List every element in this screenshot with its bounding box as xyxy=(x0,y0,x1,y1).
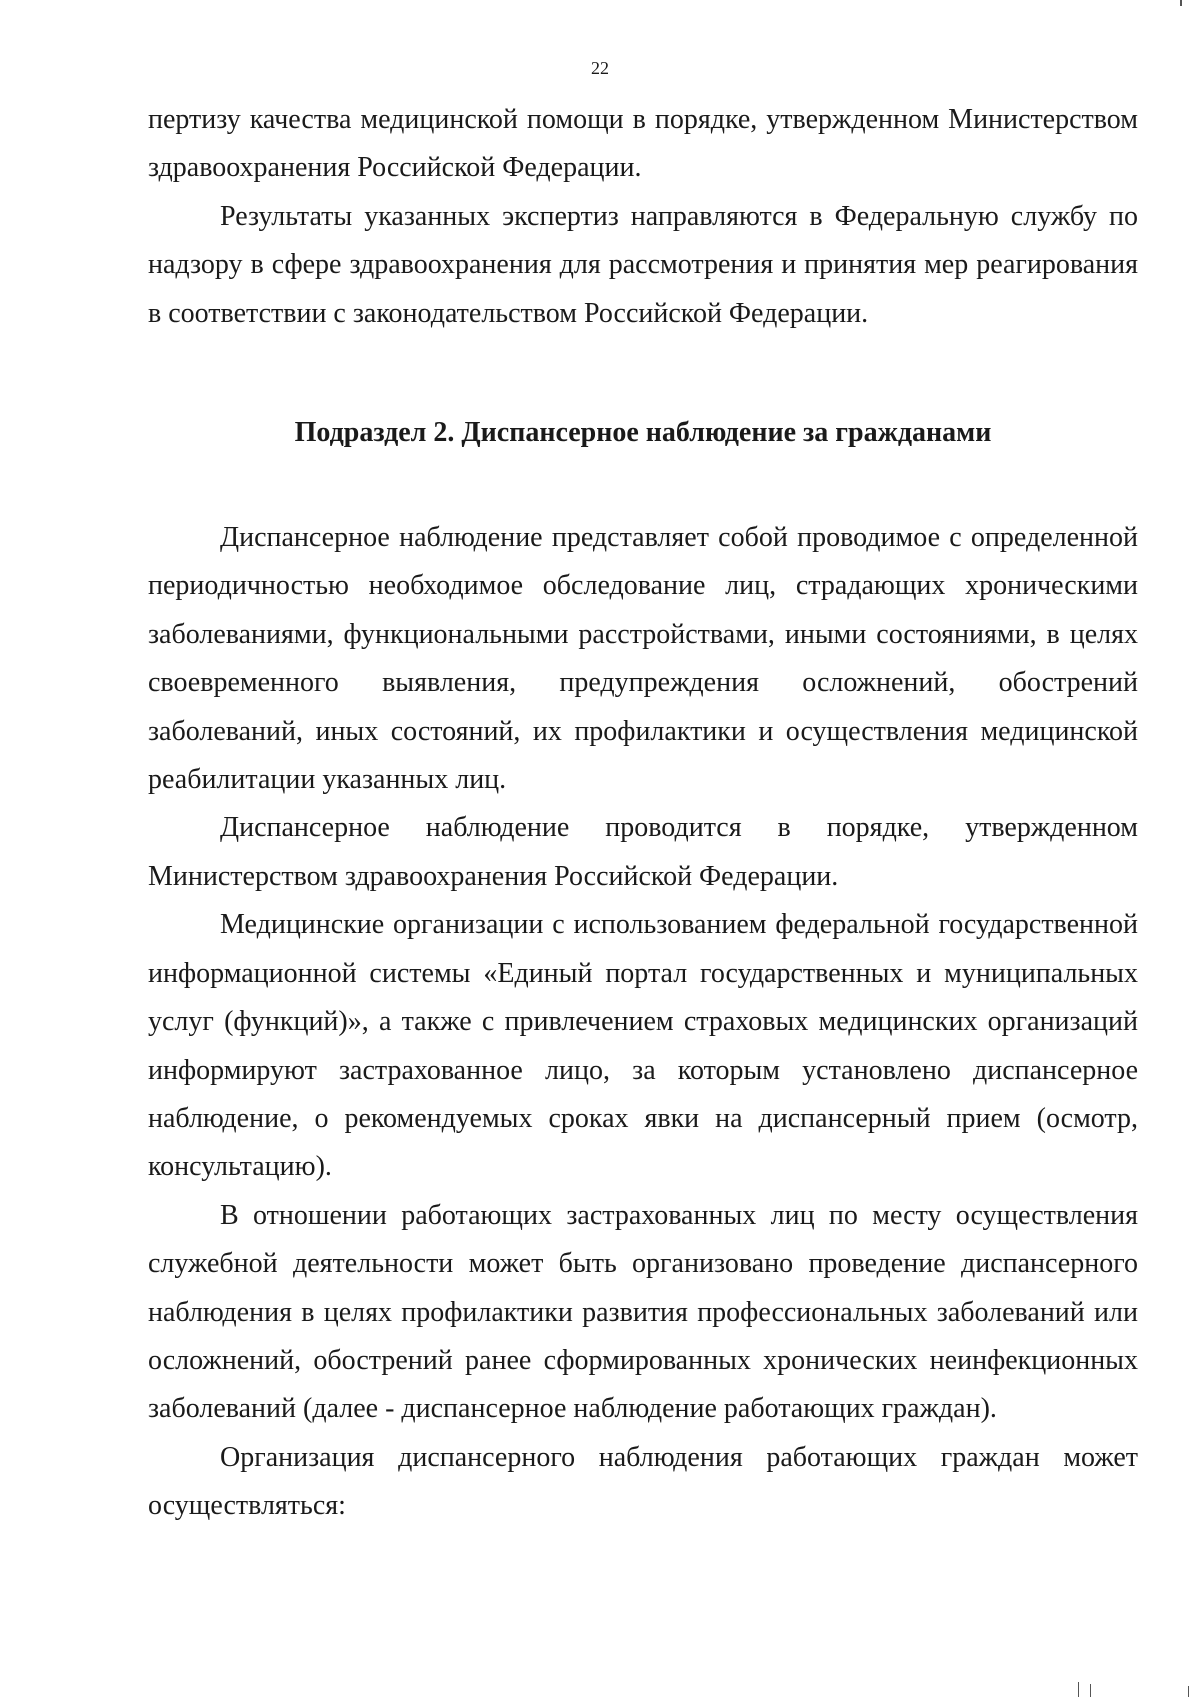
paragraph-working-persons: В отношении работающих застрахованных лиц по месту осуществления служебной деятельности может быть организовано проведение диспансерного наблюдения в целях профилактики развития профессиональных заболеваний или осложнений, обострений ранее сформированных хронических неинфекционных заболеваний (далее - диспансерное наблюдение работающих граждан). xyxy=(148,1199,1138,1425)
paragraph-expertise-results: Результаты указанных экспертиз направляются в Федеральную службу по надзору в сфере здравоохранения для рассмотрения и принятия мер реагирования в соответствии с законодательством Российской Федерации. xyxy=(148,200,1138,329)
paragraph-definition: Диспансерное наблюдение представляет собой проводимое с определенной периодичностью необходимое обследование лиц, страдающих хроническими заболеваниями, функциональными расстройствами, иными состояниями, в целях своевременного выявления, предупреждения осложнений, обострений заболеваний, иных состояний, их профилактики и осуществления медицинской реабилитации указанных лиц. xyxy=(148,522,1138,796)
scan-mark-bottom-right-2 xyxy=(1090,1684,1091,1697)
paragraph-procedure: Диспансерное наблюдение проводится в порядке, утвержденном Министерством здравоохранения Российской Федерации. xyxy=(148,812,1138,892)
paragraph-continued: пертизу качества медицинской помощи в порядке, утвержденном Министерством здравоохранения Российской Федерации. xyxy=(148,104,1138,184)
paragraph-organization: Организация диспансерного наблюдения работающих граждан может осуществляться: xyxy=(148,1441,1138,1522)
scan-mark-bottom-right-1 xyxy=(1078,1682,1079,1697)
scan-mark-bottom-right-3 xyxy=(1188,1686,1189,1697)
page-content xyxy=(148,96,1138,1531)
page-number: 22 xyxy=(591,58,609,78)
scan-mark-top-right xyxy=(1180,0,1182,6)
paragraph-informing: Медицинские организации с использованием федеральной государственной информационной системы «Единый портал государственных и муниципальных услуг (функций)», а также с привлечением страховых медицинских организаций информируют застрахованное лицо, за которым установлено диспансерное наблюдение, о рекомендуемых сроках явки на диспансерный прием (осмотр, консультацию). xyxy=(148,909,1138,1183)
section-heading: Подраздел 2. Диспансерное наблюдение за гражданами xyxy=(294,417,992,449)
